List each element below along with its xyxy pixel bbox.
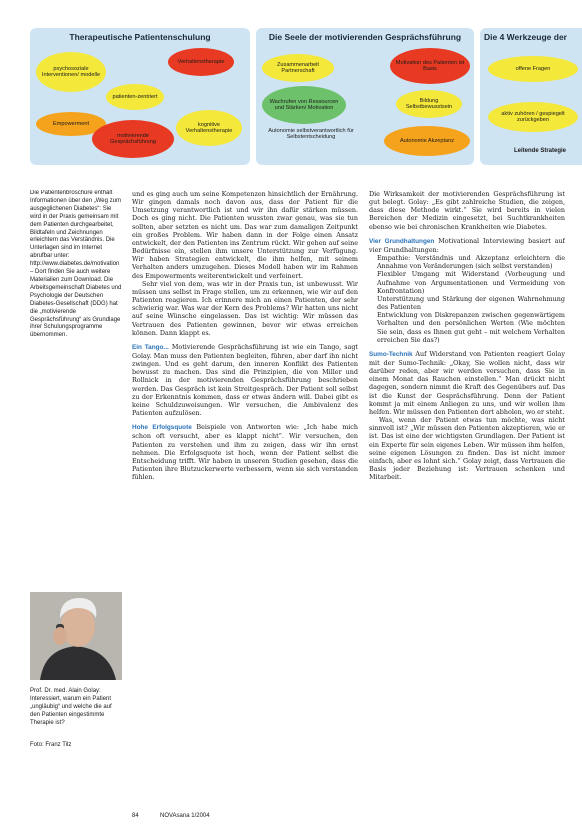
paragraph [369,237,565,254]
section-heading: Hohe Erfolgsquote [132,424,192,432]
diagram-node: Zusammenarbeit Partnerschaft [262,54,334,82]
photo-credit: Foto: Franz Tilz [30,742,72,748]
section-heading: Ein Tango... [132,343,169,351]
article-column-3 [369,190,565,820]
list-item: • Flexibler Umgang mit Widerstand (Vorbeugung und Aufnahme von Argumentationen und Vermeidung von Konfrontation) [377,270,565,294]
diagram-node: offene Fragen [488,56,578,82]
diagram-title: Die 4 Werkzeuge der [484,32,567,42]
photo-caption: Prof. Dr. med. Alain Golay: Interessiert, warum ein Patient „ungläubig“ und welche die auf den Patienten eingestimmte Therapie ist? [30,688,112,726]
diagram-node: Bildung Selbstbewusstsein [396,90,462,118]
paragraph [132,343,358,417]
diagram-node: aktiv zuhören / gespiegelt zurückgeben [488,102,578,132]
list-item: • Unterstützung und Stärkung der eigenen Wahrnehmung des Patienten [377,295,565,311]
page-number: 84 [132,813,139,819]
diagram-panel-1 [30,28,250,165]
diagram-footer: Leitende Strategie [514,148,567,154]
diagram-node: Empowerment [36,112,106,136]
paragraph-text: Beispiele von Antworten wie: „Ich habe mich schon oft versucht, aber es klappt nicht“. Wir versuchen, den Patienten zu verstehen und ihm zu zeigen, dass wir ihn ernst nehmen. Die Erfolgsquote ist hoch, wenn der Patient selbst die Entscheidung trifft. Wir haben in unseren Studien gesehen, dass die Patienten ihre Blutzuckerwerte verbessern, wenn sie sich verstanden fühlen. [132,423,358,482]
diagram-node: patienten-zentriert [106,84,164,110]
list-item: • Empathie: Verständnis und Akzeptanz erleichtern die Annahme von Veränderungen (sich selbst verstanden) [377,254,565,270]
diagram-panel-2 [256,28,474,165]
diagram-panel-3 [480,28,582,165]
paragraph: Die Wirksamkeit der motivierenden Gesprächsführung ist gut belegt. Golay: „Es gibt zahlreiche Studien, die zeigen, dass diese Methode wirkt.“ Sie wird bereits in vielen Bereichen der Medizin eingesetzt, bei Suchtkrankheiten ebenso wie bei chronischen Krankheiten wie Diabetes. [369,190,565,231]
paragraph: Sehr viel von dem, was wir in der Praxis tun, ist unbewusst. Wir müssen uns selbst in Frage stellen, um zu erkennen, wie wir auf den Patienten reagieren. Ich erinnere mich an einen Patienten, der sehr schwierig war. Was war der Kern des Problems? Wir hatten uns nicht auf seine Wünsche eingelassen. Das ist wichtig: Wir müssen das Vertrauen des Patienten gewinnen, bevor wir etwas erreichen können. Dann klappt es. [132,279,358,337]
paragraph-text: Motivational Interviewing basiert auf vier Grundhaltungen: [369,236,565,254]
paragraph [369,350,565,416]
list-item: • Entwicklung von Diskrepanzen zwischen gegenwärtigem Verhalten und den persönlichen Werten (Wie möchten Sie sein, dass es Ihnen gut geht – mit welchem Verhalten erreichen Sie das?) [377,311,565,344]
section-heading: Sumo-Technik [369,350,413,358]
diagram-node: motivierende Gesprächsführung [92,120,174,158]
diagram-node: Wachrufen von Ressourcen und Stärken/ Motivation [262,86,346,124]
diagram-node: Verhaltenstherapie [168,48,234,76]
diagram-node: psychosoziale Interventionen/ modelle [36,52,106,92]
author-photo [30,592,122,680]
article-column-2 [132,190,358,790]
sidebar-text: Die Patientenbroschüre enthält Informationen über den „Weg zum ausgeglichenen Diabetes“: Sie wird in der Praxis gemeinsam mit dem Patienten durchgearbeitet, Bildtafeln und Zeichnungen erleichtern das Verständnis. Die Unterlagen sind im Internet abrufbar unter: http://www.diabetes.de/motivation – Dort finden Sie auch weitere Materialien zum Download. Die Arbeitsgemeinschaft Diabetes und Psychologie der Deutschen Diabetes-Gesellschaft (DDG) hat die „motivierende Gesprächsführung“ als Grundlage ihrer Schulungsprogramme übernommen. [30,190,122,339]
diagram-node: Motivation des Patienten ist Basis [390,48,470,84]
diagram-node: kognitive Verhaltenstherapie [176,110,242,146]
section-heading: Vier Grundhaltungen [369,237,435,245]
diagram-title: Therapeutische Patientenschulung [69,32,211,42]
diagram-title: Die Seele der motivierenden Gesprächsführung [268,32,462,42]
diagram-node: Autonomie Akzeptanz [384,126,470,156]
paragraph-text: Motivierende Gesprächsführung ist wie ein Tango, sagt Golay. Man muss den Patienten begleiten, führen, aber darf ihn nicht zwingen. Und es geht darum, den inneren Konflikt des Patienten bewusst zu machen. Das sind die Prinzipien, die von Miller und Rollnick in der motivierenden Gesprächsführung beschrieben werden. Das Gespräch ist kein Streitgespräch. Der Patient soll selbst zu der Erkenntnis kommen, dass er etwas ändern will. Dabei gibt es keine Schuldzuweisungen. Wir versuchen, die Ambivalenz des Patienten aufzulösen. [132,342,358,418]
bullet-list [369,254,565,344]
author-photo-illustration [30,592,122,680]
paragraph: und es ging auch um seine Kompetenzen hinsichtlich der Ernährung. Wir gingen damals noch davon aus, dass der Patient für die Umsetzung verantwortlich ist und wir ihn dafür stärken müssen. Doch es ging nicht. Die Patienten wussten zwar genau, was sie tun sollten, aber setzten es nicht um. Das war zum damaligen Zeitpunkt ein großes Problem. Wir haben dann in der Folge einen Ansatz entwickelt, der den Patienten ins Zentrum rückt. Wir gehen auf seine Bedürfnisse ein, stellen ihm unsere Unterstützung zur Verfügung. Wir haben Strategien entwickelt, die ihm helfen, mit seinem Verhalten anders umzugehen. Dieses Modell haben wir im Rahmen des Empowerments weiterentwickelt und verfeinert. [132,190,358,280]
journal-name: NOVAsana 1/2004 [160,813,210,819]
paragraph [132,423,358,481]
diagram-node: Autonomie selbstverantwortlich für Selbstentscheidung [268,128,354,141]
paragraph-text: Auf Widerstand von Patienten reagiert Golay mit der Sumo-Technik: „Okay, Sie wollen nicht, dass wir darüber reden, aber wir werden versuchen, dass Sie in einem Monat das Rauchen einstellen.“ Man drückt nicht dagegen, sondern nimmt die Kraft des Gegenübers auf. Das ist die Kunst der Gesprächsführung. Denn der Patient kommt ja mit einem Anliegen zu uns, und wir wollen ihm helfen. Wir müssen den Patienten dort abholen, wo er steht. [369,349,565,416]
paragraph: Was, wenn der Patient etwas tun möchte, was nicht sinnvoll ist? „Wir müssen den Patienten akzeptieren, wie er ist. Das ist eine der wichtigsten Grundlagen. Der Patient ist ein Experte für sein eigenes Leben. Wir müssen ihm helfen, seine eigenen Lösungen zu finden. Das ist nicht immer einfach, aber es lohnt sich.“ Golay zeigt, dass Vertrauen die Basis jeder Beziehung ist: Vertrauen schenken und Mitarbeit. [369,416,565,482]
